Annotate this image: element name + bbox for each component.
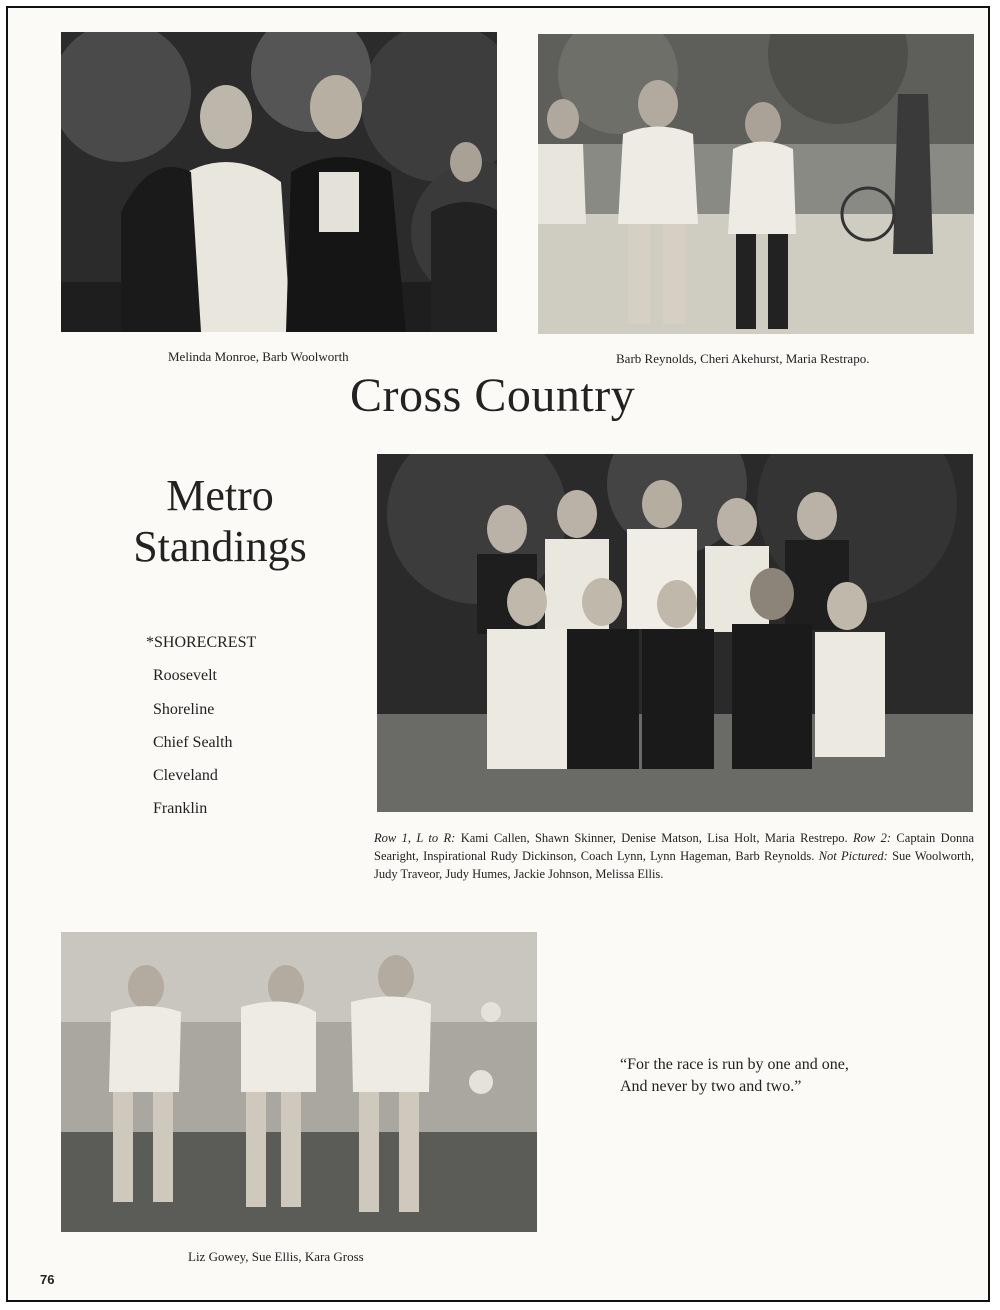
not-pictured-names: Sue Woolworth, Judy Traveor, Judy Humes, Jackie Johnson, Melissa Ellis. [374,848,974,881]
row1-names: Kami Callen, Shawn Skinner, Denise Matson, Lisa Holt, Maria Restrepo. [455,831,854,845]
quote-line1: “For the race is run by one and one, [620,1056,849,1073]
page-title: Cross Country [350,369,636,422]
standings-list [146,634,256,834]
caption-top-right: Barb Reynolds, Cheri Akehurst, Maria Restrapo. [616,351,870,366]
photo-top-left [61,32,497,332]
row2-names: Captain Donna Searight, Inspirational Rudy Dickinson, Coach Lynn, Lynn Hageman, Barb Reynolds. [374,831,975,863]
standings-item: Shoreline [153,700,215,718]
caption-top-left: Melinda Monroe, Barb Woolworth [168,349,349,364]
standings-heading-line2: Standings [133,522,307,572]
standings-heading [100,470,340,572]
group-photo-caption [374,830,974,883]
photo-top-right [538,34,974,334]
photo-team-group [377,454,973,812]
standings-item: Franklin [153,800,208,818]
row1-label: Row 1, L to R: [374,831,456,845]
row2-label: Row 2: [853,831,892,845]
standings-item: *SHORECREST [146,634,257,651]
page-number: 76 [40,1272,55,1287]
standings-item: Chief Sealth [153,733,233,751]
not-pictured-label: Not Pictured: [818,848,888,863]
standings-item: Cleveland [153,767,218,785]
caption-bottom-left: Liz Gowey, Sue Ellis, Kara Gross [188,1249,364,1264]
photo-bottom-left [61,932,537,1232]
quote-line2: And never by two and two.” [620,1078,802,1096]
standings-item: Roosevelt [153,667,217,685]
standings-heading-line1: Metro [166,471,274,520]
quote [620,1054,849,1099]
